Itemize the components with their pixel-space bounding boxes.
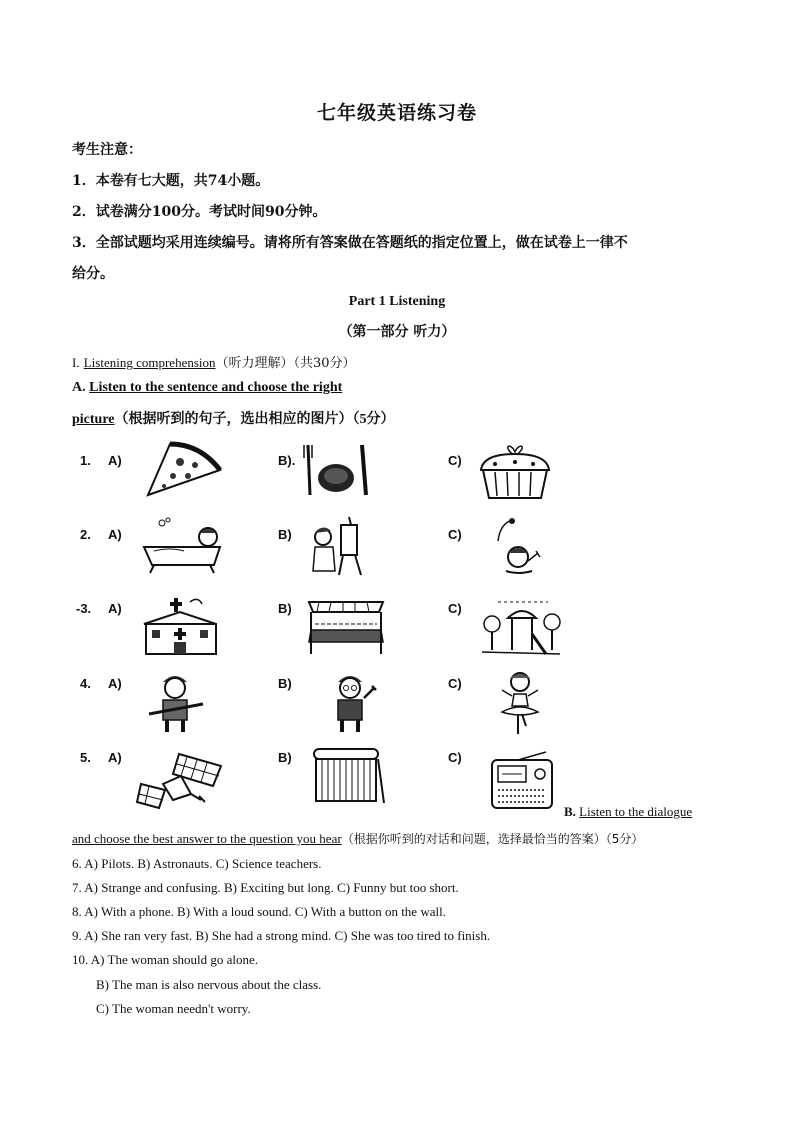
section-b-letter: B. <box>564 804 576 819</box>
question-6: 6. A) Pilots. B) Astronauts. C) Science teachers. <box>72 856 322 871</box>
option-c-label: C) <box>448 453 462 468</box>
part-title: Part 1 Listening <box>348 294 446 309</box>
section-b-line2 <box>72 830 643 847</box>
ballet-dancer-icon <box>492 668 552 738</box>
section-1-heading <box>72 352 356 371</box>
row-number: -3. <box>76 601 92 616</box>
option-b-label: B) <box>278 750 292 765</box>
section-a-letter: A. <box>72 380 86 395</box>
singing-girl-icon <box>480 515 550 577</box>
option-a-label: A) <box>108 601 122 616</box>
question-10-option-c: C) The woman needn't worry. <box>96 1001 251 1016</box>
option-c-label: C) <box>448 527 462 542</box>
hospital-icon <box>140 594 220 656</box>
notice-3: 3．全部试题均采用连续编号。请将所有答案做在答题纸的指定位置上，做在试卷上一律不 <box>72 235 628 251</box>
soldier-icon <box>145 668 210 736</box>
section-a-line2 <box>72 408 395 428</box>
section-1-label: Listening comprehension <box>83 355 216 370</box>
question-7: 7. A) Strange and confusing. B) Exciting but long. C) Funny but too short. <box>72 880 459 895</box>
satellite-icon <box>135 748 227 812</box>
question-9: 9. A) She ran very fast. B) She had a strong mind. C) She was too tired to finish. <box>72 928 491 943</box>
section-1-suffix: （听力理解）（共30分） <box>215 356 356 371</box>
bathtub-icon <box>140 515 225 575</box>
cupcake-icon <box>475 438 555 500</box>
question-8: 8. A) With a phone. B) With a loud sound. C) With a button on the wall. <box>72 904 446 919</box>
section-a-note: （根据听到的句子，选出相应的图片）（5分） <box>114 412 395 427</box>
section-a-picture: picture <box>72 412 115 427</box>
option-a-label: A) <box>108 676 122 691</box>
section-b-line1 <box>564 804 692 820</box>
option-c-label: C) <box>448 676 462 691</box>
row-number: 5. <box>80 750 91 765</box>
notice-2: 2．试卷满分100分。考试时间90分钟。 <box>72 204 327 220</box>
question-10: 10. A) The woman should go alone. <box>72 952 259 967</box>
notice-1: 1．本卷有七大题，共74小题。 <box>72 173 270 189</box>
section-1-roman: I. <box>72 355 80 370</box>
option-b-label: B) <box>278 527 292 542</box>
row-number: 1. <box>80 453 91 468</box>
section-b-note: （根据你听到的对话和问题，选择最恰当的答案）（5分） <box>341 832 644 846</box>
section-a-instruction: Listen to the sentence and choose the right <box>89 380 343 395</box>
mechanic-icon <box>322 668 382 736</box>
row-number: 2. <box>80 527 91 542</box>
steak-icon <box>300 440 375 498</box>
section-b-instruction: Listen to the dialogue <box>579 804 693 819</box>
radio-icon <box>488 750 556 812</box>
option-b-label: B) <box>278 601 292 616</box>
section-b-instruction-cont: and choose the best answer to the question you hear <box>72 831 342 846</box>
pizza-slice-icon <box>140 440 230 498</box>
part-subtitle: （第一部分 听力） <box>338 324 456 340</box>
option-a-label: A) <box>108 750 122 765</box>
notice-4: 给分。 <box>72 266 114 282</box>
option-b-label: B). <box>278 453 296 468</box>
section-a-line1 <box>72 380 342 396</box>
page-title: 七年级英语练习卷 <box>316 102 477 124</box>
row-number: 4. <box>80 676 91 691</box>
market-stall-icon <box>305 594 385 656</box>
option-c-label: C) <box>448 601 462 616</box>
option-c-label: C) <box>448 750 462 765</box>
painting-girl-icon <box>305 515 375 577</box>
park-playground-icon <box>478 594 563 660</box>
option-b-label: B) <box>278 676 292 691</box>
question-10-option-b: B) The man is also nervous about the class. <box>96 977 322 992</box>
notice-heading: 考生注意： <box>72 142 142 158</box>
option-a-label: A) <box>108 527 122 542</box>
solar-water-heater-icon <box>308 745 386 807</box>
option-a-label: A) <box>108 453 122 468</box>
